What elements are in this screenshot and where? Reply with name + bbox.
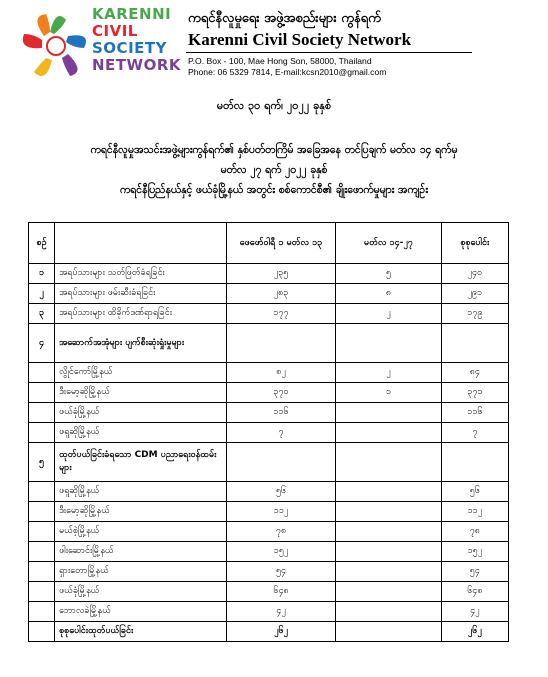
cell-label: ဖယ်ခုံမြို့နယ်: [55, 403, 227, 423]
cell-current-period: [336, 443, 441, 482]
org-name-burmese: ကရင်နီလူမှုရေး အဖွဲ့အစည်းများ ကွန်ရက်: [188, 11, 381, 26]
cell-number: [29, 403, 55, 423]
cell-number: ၃: [29, 304, 55, 324]
cell-label: အဆောက်အအုံများ ပျက်စီးဆုံးရှုံးမှုများ: [55, 324, 227, 363]
cell-current-period: [336, 622, 441, 642]
cell-prior-period: ၄၂: [226, 602, 335, 622]
table-row: [29, 522, 509, 542]
cell-prior-period: ၂၈၃: [226, 284, 335, 304]
cell-total: [441, 324, 508, 363]
cell-label: ဖရူဆိုမြို့နယ်: [55, 423, 227, 443]
cell-number: ၄: [29, 324, 55, 363]
cell-current-period: ၂: [336, 304, 441, 324]
cell-number: [29, 482, 55, 502]
address-line: P.O. Box - 100, Mae Hong Son, 58000, Thailand: [188, 56, 372, 66]
cell-label: အရပ်သားများ ထိခိုက်ဒဏ်ရာရခြင်း: [55, 304, 227, 324]
cell-prior-period: ၁၁၂: [226, 502, 335, 522]
cell-label: အရပ်သားများ သတ်ဖြတ်ခံရခြင်း: [55, 264, 227, 284]
cell-number: [29, 602, 55, 622]
cell-total: ၆၄၈: [441, 582, 508, 602]
table-row: [29, 482, 509, 502]
cell-prior-period: [226, 324, 335, 363]
report-date: မတ်လ ၃၀ ရက်၊ ၂၀၂၂ ခုနှစ်: [216, 99, 332, 112]
cell-total: [441, 443, 508, 482]
org-name-english: Karenni Civil Society Network: [188, 30, 412, 49]
cell-total: ၁၁၆: [441, 403, 508, 423]
logo-line: SOCIETY: [92, 39, 167, 57]
col-header-total: စုစုပေါင်း: [441, 223, 508, 264]
cell-current-period: [336, 502, 441, 522]
cell-label: ဖါးဆောင်းမြို့နယ်: [55, 542, 227, 562]
cell-prior-period: ၅၄: [226, 562, 335, 582]
cell-current-period: [336, 423, 441, 443]
cell-prior-period: ၁၁၆: [226, 403, 335, 423]
table-row: [29, 562, 509, 582]
cell-prior-period: ၂၆၂: [226, 622, 335, 642]
cell-number: ၂: [29, 284, 55, 304]
table-row: [29, 403, 509, 423]
cell-current-period: ၈: [336, 284, 441, 304]
cell-number: [29, 423, 55, 443]
cell-total: ၃၇၁: [441, 383, 508, 403]
cell-total: ၂၄၀: [441, 264, 508, 284]
cell-number: [29, 562, 55, 582]
cell-number: ၅: [29, 443, 55, 482]
cell-prior-period: [226, 443, 335, 482]
table-row: [29, 284, 509, 304]
logo-line: NETWORK: [92, 56, 182, 74]
cell-prior-period: ၈၂: [226, 363, 335, 383]
cell-current-period: [336, 562, 441, 582]
table-section-row: [29, 443, 509, 482]
table-row: [29, 582, 509, 602]
cell-current-period: [336, 482, 441, 502]
table-row: [29, 542, 509, 562]
cell-total: ၂၉၁: [441, 284, 508, 304]
header-divider: [186, 52, 472, 53]
cell-number: [29, 582, 55, 602]
cell-total: ၈၄: [441, 363, 508, 383]
cell-current-period: [336, 542, 441, 562]
report-title-line: မတ်လ ၂၇ ရက် ၂၀၂၂ ခုနှစ်: [220, 164, 328, 176]
cell-prior-period: ၃၇၀: [226, 383, 335, 403]
cell-number: ၁: [29, 264, 55, 284]
phone-email-line: Phone: 06 5329 7814, E-mail:kcsn2010@gmail.com: [188, 67, 387, 77]
cell-prior-period: ၁၇၇: [226, 304, 335, 324]
cell-total: ၄၂: [441, 602, 508, 622]
table-header-row: [29, 223, 509, 264]
cell-label: အရပ်သားများ ဖမ်းဆီးခံရခြင်း: [55, 284, 227, 304]
cell-total: ၇: [441, 423, 508, 443]
report-title-line: ကရင်နီပြည်နယ်နှင့် ဖယ်ခုံမြို့နယ် အတွင်း စစ်ကောင်စီ၏ ချိုးဖောက်မှုများ အကျဉ်း: [119, 184, 428, 196]
col-header-feb-mar: ဖေဖော်ဝါရီ ၁ မတ်လ ၁၃: [226, 223, 335, 264]
cell-current-period: [336, 602, 441, 622]
cell-current-period: [336, 582, 441, 602]
cell-number: [29, 522, 55, 542]
cell-current-period: ၂: [336, 363, 441, 383]
cell-total: ၇၈: [441, 522, 508, 542]
table-row: [29, 363, 509, 383]
col-header-mar-14-27: မတ်လ ၁၄-၂၇: [336, 223, 441, 264]
cell-total: ၁၇၉: [441, 304, 508, 324]
cell-label: ဘောလခဲမြို့နယ်: [55, 602, 227, 622]
table-section-row: [29, 324, 509, 363]
cell-label: ထုတ်ပယ်ခြင်းခံရသော CDM ပညာရေးဝန်ထမ်းများ: [55, 443, 227, 482]
table-row: [29, 423, 509, 443]
cell-label: ဖရူဆိုမြို့နယ်: [55, 482, 227, 502]
cell-label: ရှားတောမြို့နယ်: [55, 562, 227, 582]
cell-prior-period: ၅၆: [226, 482, 335, 502]
report-title-line: ကရင်နီလူမှုအသင်းအဖွဲ့များကွန်ရက်၏ နှစ်ပတ်တကြိမ် အခြေအနေ တင်ပြချက် မတ်လ ၁၄ ရက်မှ: [90, 144, 458, 156]
logo-line: KARENNI: [92, 5, 172, 23]
cell-total: ၁၅၂: [441, 542, 508, 562]
table-total-row: [29, 622, 509, 642]
letterhead: [0, 0, 548, 88]
table-row: [29, 383, 509, 403]
cell-number: [29, 502, 55, 522]
col-header-number: စဉ်: [29, 223, 55, 264]
table-row: [29, 304, 509, 324]
cell-current-period: ၁: [336, 383, 441, 403]
cell-number: [29, 383, 55, 403]
col-header-item: [55, 223, 227, 264]
cell-prior-period: ၇၈: [226, 522, 335, 542]
cell-label: ဖယ်ခုံမြို့နယ်: [55, 582, 227, 602]
cell-prior-period: ၇: [226, 423, 335, 443]
cell-current-period: [336, 522, 441, 542]
cell-total: ၅၆: [441, 482, 508, 502]
contact-address: [188, 56, 386, 78]
cell-prior-period: ၆၄၈: [226, 582, 335, 602]
cell-current-period: ၅: [336, 264, 441, 284]
cell-label: မယ်စဲ့မြို့နယ်: [55, 522, 227, 542]
cell-prior-period: ၁၅၂: [226, 542, 335, 562]
cell-label: ဒီးမော့ဆိုမြို့နယ်: [55, 502, 227, 522]
cell-prior-period: ၂၃၅: [226, 264, 335, 284]
logo-wordmark: [92, 6, 181, 74]
cell-number: [29, 363, 55, 383]
table-row: [29, 602, 509, 622]
table-row: [29, 502, 509, 522]
cell-total: ၁၁၂: [441, 502, 508, 522]
cell-total: ၂၆၂: [441, 622, 508, 642]
cell-total: ၅၄: [441, 562, 508, 582]
cell-label: စုစုပေါင်းထုတ်ပယ်ခြင်း: [55, 622, 227, 642]
cell-number: [29, 542, 55, 562]
cell-label: ဒီးမော့ဆိုမြို့နယ်: [55, 383, 227, 403]
cell-number: [29, 622, 55, 642]
cell-current-period: [336, 403, 441, 423]
logo-line: CIVIL: [92, 22, 138, 40]
cell-current-period: [336, 324, 441, 363]
cell-label: လွိုင်ကော်မြို့နယ်: [55, 363, 227, 383]
violations-table: [28, 222, 509, 642]
table-row: [29, 264, 509, 284]
